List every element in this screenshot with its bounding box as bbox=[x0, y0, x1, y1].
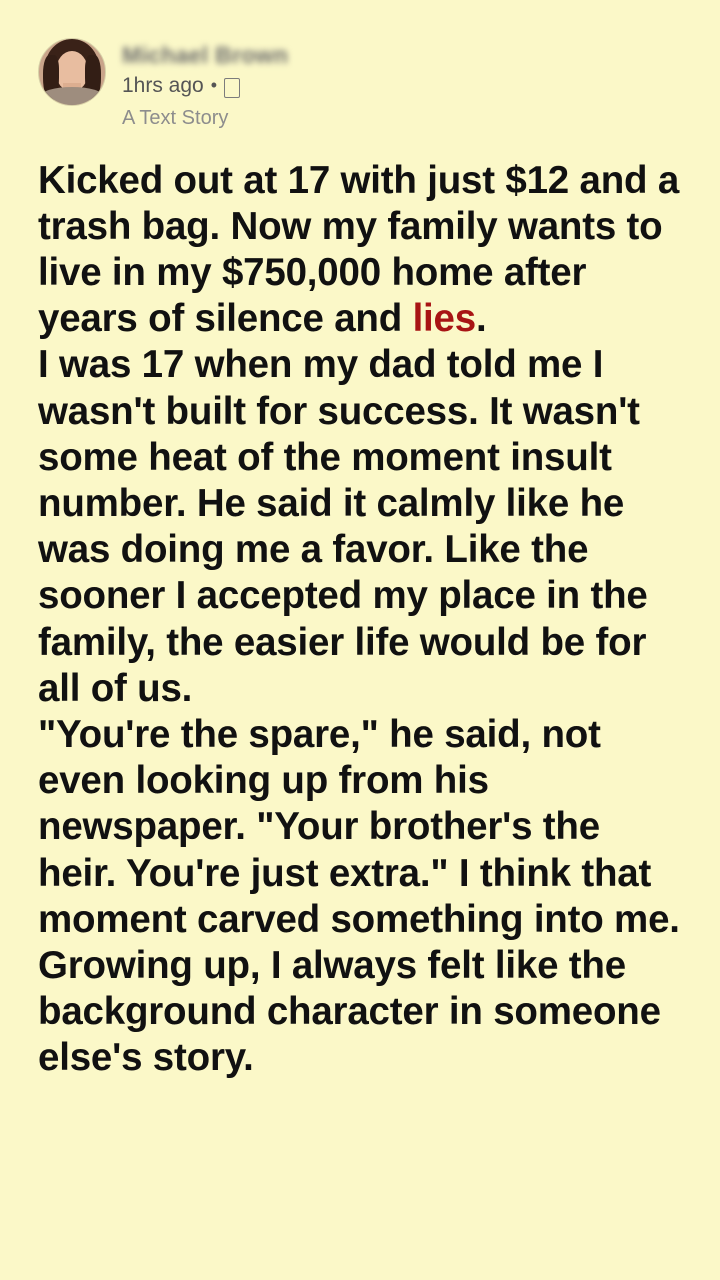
post-paragraph: Growing up, I always felt like the background character in someone else's story. bbox=[38, 943, 661, 1080]
post-paragraph: I was 17 when my dad told me I wasn't built for success. It wasn't some heat of the moment insult number. He said it calmly like he was doing me a favor. Like the sooner I accepted my place in the family, the easier life would be for all of us. bbox=[38, 343, 648, 710]
post-subtitle: A Text Story bbox=[122, 106, 229, 129]
meta-separator: • bbox=[210, 75, 218, 96]
post-title-end: . bbox=[475, 297, 487, 341]
post-timestamp-row bbox=[122, 72, 288, 99]
post-time: 1hrs ago bbox=[122, 74, 204, 98]
post-meta bbox=[122, 38, 288, 132]
globe-icon[interactable] bbox=[224, 78, 240, 98]
post-body bbox=[38, 158, 682, 1082]
post-header bbox=[38, 30, 682, 132]
post-title bbox=[38, 158, 682, 343]
avatar-shoulders bbox=[41, 87, 103, 105]
author-name[interactable]: Michael Brown bbox=[122, 42, 289, 68]
post-paragraph: "You're the spare," he said, not even looking up from his newspaper. "Your brother's the heir. You're just extra." I think that moment carved something into me. bbox=[38, 712, 680, 941]
post-title-highlight: lies bbox=[412, 297, 476, 341]
avatar[interactable] bbox=[38, 38, 106, 106]
post-title-text: Kicked out at 17 with just $12 and a trash bag. Now my family wants to live in my $750,000 home after years of silence and bbox=[38, 158, 680, 341]
